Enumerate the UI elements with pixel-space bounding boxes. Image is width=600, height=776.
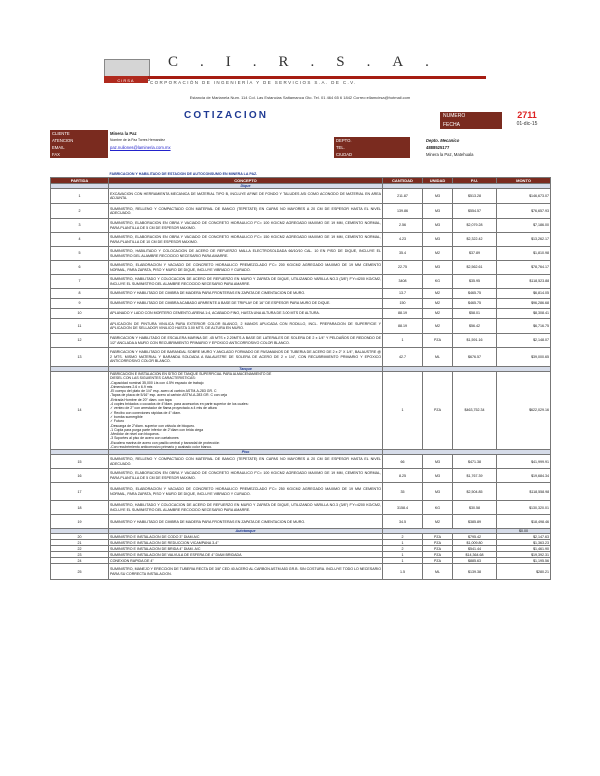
tanque-spec-line: ✓ bomba sumergible [110, 414, 143, 419]
depto-label: DEPTO. [336, 138, 352, 143]
quote-number: 2711 [517, 110, 537, 120]
autotanque-monto: $0.00 [497, 529, 551, 534]
row-monto: $622,029.16 [497, 372, 551, 450]
row-partida: 8 [51, 289, 109, 299]
row-partida: 16 [51, 469, 109, 483]
row-concepto: SUMINISTRO E INSTALACION DE CODO 3" DIAM A/C [109, 534, 383, 540]
row-partida: 14 [51, 372, 109, 450]
row-cantidad: 1 [383, 372, 423, 450]
row-partida: 19 [51, 515, 109, 529]
section-title: Tanque [109, 367, 383, 372]
table-row [51, 564, 551, 580]
row-monto: $6,716.75 [497, 319, 551, 334]
header-cantidad: CANTIDAD [383, 178, 423, 184]
row-pu: $513.28 [453, 189, 497, 204]
table-row [51, 299, 551, 309]
row-pu: $1,591.16 [453, 334, 497, 348]
row-pu: $465.75 [453, 299, 497, 309]
row-pu: $35.95 [453, 275, 497, 289]
row-monto: $96,286.68 [497, 299, 551, 309]
row-partida: 22 [51, 546, 109, 552]
row-partida: 1 [51, 189, 109, 204]
row-concepto: SUMINISTRO Y HABILITADO DE CIMBRA DE MADERA PARA FRONTERAS EN ZAPATA DE CIMENTACION DE MURO. [109, 289, 383, 299]
table-row [51, 233, 551, 247]
tanque-spec-line: FABRICACION E INSTALACION EN SITIO DE TANQUE SUPERFICIAL PARA ALMACENAMIENTO DE [110, 372, 272, 376]
company-address: Estancia de Marianela Num. 114 Col. Las Estancias Saltamanca Gto. Tel. 01 464 65 6 1842 Correo:ellamcirsa@hotmail.com [189, 95, 411, 100]
row-concepto: FABRICACION Y HABILITADO DE ESCALERA MARINA DE .45 MTS x 2.20MTS A BASE DE LATERALES DE SOLERA DE 2 x 1/4" Y PELDAÑOS DE REDONDO DE 1/2" ANCLADA A MURO CON RECUBRIMIENTO PRIMARIO Y EPOXICO ANTICORROSIVO COLOR BLANCO. [109, 334, 383, 348]
section-title: Autotanque [109, 529, 383, 534]
tanque-spec-line: -Entrada Hombre de 20" diam. con tapa [110, 397, 172, 402]
row-cantidad: 2.56 [383, 219, 423, 233]
row-concepto: SUMINISTRO Y HABILITADO DE CIMBRA ACABADO APARENTE A BASE DE TRIPLAY DE 16" DE ESPESOR PARA MURO DE DIQUE. [109, 299, 383, 309]
row-cantidad: 2 [383, 534, 423, 540]
row-unidad: M3 [423, 219, 453, 233]
row-partida: 6 [51, 261, 109, 275]
row-unidad: ML [423, 564, 453, 580]
row-partida: 18 [51, 501, 109, 515]
row-cantidad: 1 [383, 558, 423, 564]
row-concepto: SUMINISTRO, HABILITADO Y COLOCACION DE ACERO DE REFUERZO EN MURO Y ZAPATA DE DIQUE, UTILIZANDO VARILLA NO.3 (3/8") F'Y=4200 KG/CM2, INCLUYE EL SUMINISTRO DEL ALAMBRE RECOCIDO NECESARIO PARA AMARRE. [109, 501, 383, 515]
tanque-spec-line: -El cuerpo del plato de 1/4" esp. acero al carbón ASTM-A-283 GR. C [110, 389, 217, 394]
row-monto: $76,657.93 [497, 204, 551, 219]
row-monto: $1,810.98 [497, 247, 551, 261]
row-pu: $30.58 [453, 501, 497, 515]
tel-label: TEL. [336, 145, 345, 150]
row-cantidad: 211.87 [383, 189, 423, 204]
header-pu: P.U. [453, 178, 497, 184]
row-cantidad: 22.75 [383, 261, 423, 275]
row-pu: $676.57 [453, 348, 497, 367]
ciudad-value: Minera la Paz, Matehuala [426, 152, 474, 157]
row-unidad: ML [423, 348, 453, 367]
row-concepto: SUMINISTRO, ELABORACION Y VACIADO DE CONCRETO HIDRAULICO PREMEZCLADO F'C= 200 KG/CM2 AGREGADO MAXIMO DE 19 MM CEMENTO NORMAL, PARA ZAPATA, PISO Y MURO DE DIQUE, INCLUYE VIBRADO Y CURADO. [109, 261, 383, 275]
company-subtitle: CORPORACIÓN DE INGENIERÍA Y DE SERVICIOS S.A. DE C.V. [150, 80, 357, 85]
numero-label: NUMERO [443, 113, 466, 119]
row-unidad: M2 [423, 299, 453, 309]
row-cantidad: 4.23 [383, 233, 423, 247]
row-unidad: M3 [423, 189, 453, 204]
row-partida: 21 [51, 540, 109, 546]
row-cantidad: 1 [383, 334, 423, 348]
row-partida: 17 [51, 483, 109, 501]
tanque-spec-line: -Con recubrimiento anticorrosivo primario y acabado color blanco. [110, 445, 213, 450]
section-title: Dique [109, 184, 383, 189]
tanque-spec-line: -3 Soportes al piso de acero con cartabones [110, 436, 179, 441]
table-row [51, 348, 551, 367]
tanque-spec-line: ✓ Recibo con conexiones rápidas de 4" diam. [110, 410, 182, 415]
row-cantidad: 1.5 [383, 564, 423, 580]
row-unidad: M3 [423, 455, 453, 469]
row-cantidad: 3408 [383, 275, 423, 289]
row-monto: $1,363.23 [497, 540, 551, 546]
header-partida: PARTIDA [51, 178, 109, 184]
row-unidad: M2 [423, 289, 453, 299]
row-concepto: EXCAVACION CON HERRAMIENTA MECANICA DE MATERIAL TIPO B, INCLUYE AFINE DE FONDO Y TALUDES ASI COMO ACONODO DE MATERIAL EN AREA ADJUNTA. [109, 189, 383, 204]
quote-date: 01-dic-15 [516, 121, 538, 127]
row-concepto: SUMINISTRO, MANEJO Y ERECCION DE TUBERIA RECTA DE 3/8" CED 40 ACERO AL CARBON ASTM A53 GR.B. SIN COSTURA. INCLUYE TODO LO NECESARIO PARA SU CORRECTA INSTALACION. [109, 564, 383, 580]
table-row [51, 515, 551, 529]
row-partida: 5 [51, 247, 109, 261]
row-pu: $139.38 [453, 564, 497, 580]
row-pu: $385.89 [453, 515, 497, 529]
table-row [51, 501, 551, 515]
tel-value: 4888525177 [426, 145, 450, 150]
header-unidad: UNIDAD [423, 178, 453, 184]
row-cantidad: 88.19 [383, 319, 423, 334]
row-monto: $8,308.41 [497, 309, 551, 319]
row-pu: $541.44 [453, 546, 497, 552]
section-title: Piso [109, 450, 383, 455]
row-concepto: SUMINISTRO, ELABORACION EN OBRA Y VACIADO DE CONCRETO HIDRAULICO F'C= 100 KG/CM2 AGREGADO MAXIMO DE 19 MM, CEMENTO NORMAL, PARA PLANTILLA DE 5 CM DE ESPESOR MAXIMO. [109, 219, 383, 233]
tanque-spec-line: -Tapas de placa de 5/16" esp. acero al carbón ASTM-A-283 GR. C con ceja [110, 393, 227, 398]
header-monto: MONTO [497, 178, 551, 184]
table-row [51, 455, 551, 469]
row-cantidad: 1 [383, 540, 423, 546]
row-pu: $2,079.28 [453, 219, 497, 233]
row-concepto: SUMINISTRO E INSTALACION DE BRIDA 4" DIAM. A/C [109, 546, 383, 552]
row-partida: 24 [51, 558, 109, 564]
row-pu: $471.38 [453, 455, 497, 469]
row-cantidad: 2 [383, 546, 423, 552]
row-cantidad: 35.4 [383, 247, 423, 261]
tanque-spec-line: -Descarga de 2"diam. superior con válvula de bloqueo. [110, 423, 196, 428]
table-row [51, 334, 551, 348]
tel-label-cell [334, 144, 410, 151]
logo-text: CIRSA [117, 78, 135, 83]
row-cantidad: 42.7 [383, 348, 423, 367]
row-concepto: FABRICACION Y HABILITADO DE BARANDAL SOBRE MURO Y ANCLADO FORMADO DE PASAMANOS DE TUBERIA DE ACERO DE 2 x 2" X 1/4", BALAUSTRE @ 2 MTS. MISMO MATERIAL Y BARANDA SOLDADA A BALAUSTRE DE SOLERA DE ACERO DE 2 x 1/4", CON RECUBRIMIENTO PRIMARIO Y EPOXICO ANTICORROSIVO COLOR BLANCO. [109, 348, 383, 367]
row-monto: $2,147.63 [497, 534, 551, 540]
tanque-spec-line: -Capacidad nominal 35,000 Lts con 4.5% espacio de trabajo [110, 380, 204, 385]
row-unidad: M2 [423, 515, 453, 529]
row-pu: $58.01 [453, 309, 497, 319]
row-pu: $554.57 [453, 204, 497, 219]
row-concepto: APLANADO Y LADO CON MORTERO CEMENTO-ARENA 1:4, ACABADO FINO, HASTA UNA ALTURA DE 3.00 MTS DE ALTURA. [109, 309, 383, 319]
email-label: EMAIL [52, 145, 65, 150]
items-table [50, 171, 551, 580]
row-partida: 9 [51, 299, 109, 309]
row-partida: 20 [51, 534, 109, 540]
row-monto: $78,764.17 [497, 261, 551, 275]
table-row [51, 469, 551, 483]
row-unidad: PZA [423, 540, 453, 546]
row-unidad: PZA [423, 558, 453, 564]
depto-value: Depto. Mecanico [426, 138, 460, 143]
row-partida: 3 [51, 219, 109, 233]
cliente-label: CLIENTE [52, 131, 70, 136]
row-unidad: PZA [423, 546, 453, 552]
row-concepto: APLICACION DE PINTURA VINILICA PARA EXTERIOR COLOR BLANCO, 2 MANOS APLICADA CON RODILLO, INCL. PREPARACION DE SUPERFICIE Y APLICACION DE SELLADOR VINILICO HASTA 3.00 MTS. DE ALTURA EN MURO. [109, 319, 383, 334]
row-pu: $2,562.61 [453, 261, 497, 275]
row-concepto: SUMINISTRO, ELABORACION Y VACIADO DE CONCRETO HIDRAULICO PREMEZCLADO F'C= 250 KG/CM2 AGREGADO MAXIMO DE 19 MM CEMENTO NORMAL, PARA ZAPATA, PISO Y MURO DE DIQUE, INCLUYE VIBRADO Y CURADO. [109, 483, 383, 501]
row-monto: $19,684.34 [497, 469, 551, 483]
row-monto: $280.21 [497, 564, 551, 580]
table-row [51, 247, 551, 261]
row-concepto: SUMINISTRO E INSTALACION DE VALVULA DE ESFERA DE 4" DIAM BRIDADA [109, 552, 383, 558]
table-row [51, 189, 551, 204]
atencion-value: Nombre de la Paz Torres Hernandez [110, 138, 165, 142]
row-cantidad: 66 [383, 455, 423, 469]
row-concepto: SUMINISTRO, RELLENO Y COMPACTADO CON MATERIAL DE BANCO (TEPETATE) EN CAPAS NO MAYORES A 20 CM DE ESPESOR HASTA EL NIVEL ADECUADO. [109, 204, 383, 219]
row-pu: $56.42 [453, 319, 497, 334]
tanque-spec-line: DIESEL CON LAS SIGUIENTES CARACTERISTICAS: [110, 376, 196, 381]
row-pu: $885.63 [453, 558, 497, 564]
ciudad-label: CIUDAD [336, 152, 353, 157]
row-pu: $465.75 [453, 289, 497, 299]
project-title: FABRICACION Y HABILITADO DE ESTACION DE AUTOCONSUMO EN MINERA LA PAZ. [109, 171, 258, 176]
row-partida: 15 [51, 455, 109, 469]
table-row [51, 219, 551, 233]
row-cantidad: 139.86 [383, 204, 423, 219]
row-pu: $2,322.42 [453, 233, 497, 247]
row-concepto: SUMINISTRO Y HABILITADO DE CIMBRA DE MADERA PARA FRONTERAS EN ZAPATA DE CIMENTACION DE MURO. [109, 515, 383, 529]
row-unidad: KG [423, 501, 453, 515]
row-unidad: M3 [423, 261, 453, 275]
row-unidad: PZA [423, 534, 453, 540]
row-unidad: PZA [423, 334, 453, 348]
row-partida: 25 [51, 564, 109, 580]
table-row-tanque [51, 372, 551, 450]
row-pu: $14,364.68 [453, 552, 497, 558]
row-unidad: M3 [423, 483, 453, 501]
tanque-spec-line: ✓ venteo de 2" con arrestador de flama proyectado a 4 mts de altura [110, 406, 217, 411]
tanque-spec-line: -Escalera marina de acero con pasillo central y barandal de protección [110, 440, 220, 445]
row-monto: $41,999.91 [497, 455, 551, 469]
row-concepto: SUMINISTRO, ELABORACION EN OBRA Y VACIADO DE CONCRETO HIDRAULICO F'C= 100 KG/CM2 AGREGADO MAXIMO DE 19 MM, CEMENTO NORMAL, PARA PLANTILLA DE 5 CM DE ESPESOR MAXIMO. [109, 469, 383, 483]
row-cantidad: 34.5 [383, 515, 423, 529]
row-unidad: M3 [423, 233, 453, 247]
header-rule [104, 76, 486, 79]
row-monto: $146,673.07 [497, 189, 551, 204]
row-monto: $13,262.17 [497, 233, 551, 247]
row-cantidad: 35 [383, 483, 423, 501]
row-partida: 12 [51, 334, 109, 348]
row-unidad: M2 [423, 309, 453, 319]
document-title: COTIZACION [184, 110, 269, 121]
row-concepto: SUMINISTRO E INSTALACION DE REDUCCION VICAMPANA 3-4" [109, 540, 383, 546]
row-partida: 2 [51, 204, 109, 219]
email-link[interactable]: paz.nuliones@lamineria.com.mx [110, 145, 171, 150]
row-pu: $2,504.85 [453, 483, 497, 501]
row-concepto-tanque [109, 372, 383, 450]
row-pu: $795.42 [453, 534, 497, 540]
table-row [51, 204, 551, 219]
tanque-spec-line: -Dimensiones 2.6 x 6.9 mts [110, 384, 153, 389]
row-cantidad: 8.25 [383, 469, 423, 483]
row-monto: $2,148.07 [497, 334, 551, 348]
tanque-spec-line: ✓ Futuro [110, 419, 125, 424]
table-row [51, 261, 551, 275]
row-monto: $1,461.90 [497, 546, 551, 552]
row-unidad: PZA [423, 372, 453, 450]
row-concepto: SUMINISTRO, HABILITADO Y COLOCACION DE ACERO DE REFUERZO MALLA ELECTROSOLDADA 66/10/10 CAL. 10 EN PISO DE DIQUE, INCLUYE EL SUMINISTRO DEL ALAMBRE RECOCIDO NECESARIO PARA AMARRE. [109, 247, 383, 261]
fax-label: FAX [52, 152, 60, 157]
row-partida: 13 [51, 348, 109, 367]
row-monto: $6,814.05 [497, 289, 551, 299]
row-cantidad: 1 [383, 552, 423, 558]
row-unidad: KG [423, 275, 453, 289]
atencion-label: ATENCION [52, 138, 74, 143]
row-pu: $1,009.80 [453, 540, 497, 546]
table-row [51, 309, 551, 319]
table-row [51, 289, 551, 299]
row-partida: 7 [51, 275, 109, 289]
table-row [51, 319, 551, 334]
tanque-spec-line: -4 coples bridados o cocados de 4"diam. para accesorios en parte superior de los cuales: [110, 402, 249, 407]
row-cantidad: 13.7 [383, 289, 423, 299]
row-partida: 11 [51, 319, 109, 334]
row-partida: 10 [51, 309, 109, 319]
row-concepto: SUMINISTRO, ELABORACION EN OBRA Y VACIADO DE CONCRETO HIDRAULICO F'C= 150 KG/CM2 AGREGADO MAXIMO DE 19 MM, CEMENTO NORMAL, PARA PLANTILLA DE 10 CM DE ESPESOR MAXIMO. [109, 233, 383, 247]
row-unidad: PZA [423, 552, 453, 558]
row-unidad: M2 [423, 319, 453, 334]
header-concepto: CONCEPTO [109, 178, 383, 184]
row-concepto: SUMINISTRO, RELLENO Y COMPACTADO CON MATERIAL DE BANCO (TEPETATE) EN CAPAS NO MAYORES A 20 CM DE ESPESOR HASTA EL NIVEL ADECUADO. [109, 455, 383, 469]
fecha-label: FECHA [443, 122, 460, 128]
row-partida: 4 [51, 233, 109, 247]
row-cantidad: 150 [383, 299, 423, 309]
row-pu: $37.89 [453, 247, 497, 261]
row-monto: $118,558.98 [497, 483, 551, 501]
tanque-spec-line: -Medidor de nivel con bloqueos. [110, 432, 160, 437]
row-cantidad: 88.19 [383, 309, 423, 319]
row-monto: $18,498.46 [497, 515, 551, 529]
cliente-value: Minera la Paz [110, 131, 137, 136]
row-unidad: M3 [423, 469, 453, 483]
row-partida: 23 [51, 552, 109, 558]
row-concepto: CONEXION RAPIDA DE 4" [109, 558, 383, 564]
row-unidad: M2 [423, 247, 453, 261]
row-pu: $1,767.39 [453, 469, 497, 483]
row-unidad: M3 [423, 204, 453, 219]
table-row [51, 483, 551, 501]
table-row [51, 275, 551, 289]
row-cantidad: 3158.4 [383, 501, 423, 515]
row-monto: $118,523.88 [497, 275, 551, 289]
row-monto: $130,320.01 [497, 501, 551, 515]
row-monto: $7,186.00 [497, 219, 551, 233]
row-monto: $19,392.31 [497, 552, 551, 558]
row-pu: $463,752.34 [453, 372, 497, 450]
row-monto: $1,195.56 [497, 558, 551, 564]
company-name: C.I.R.S.A. [168, 54, 451, 70]
tanque-spec-line: -1 Copla para purga parte inferior de 2"diam con brida ciega [110, 427, 204, 432]
row-concepto: SUMINISTRO, HABILITADO Y COLOCACION DE ACERO DE REFUERZO EN MURO Y ZAPATA DE DIQUE, UTILIZANDO VARILLA NO.3 (3/8") F'Y=4200 KG/CM2, INCLUYE EL SUMINISTRO DEL ALAMBRE RECOCIDO NECESARIO PARA AMARRE. [109, 275, 383, 289]
row-monto: $39,000.65 [497, 348, 551, 367]
